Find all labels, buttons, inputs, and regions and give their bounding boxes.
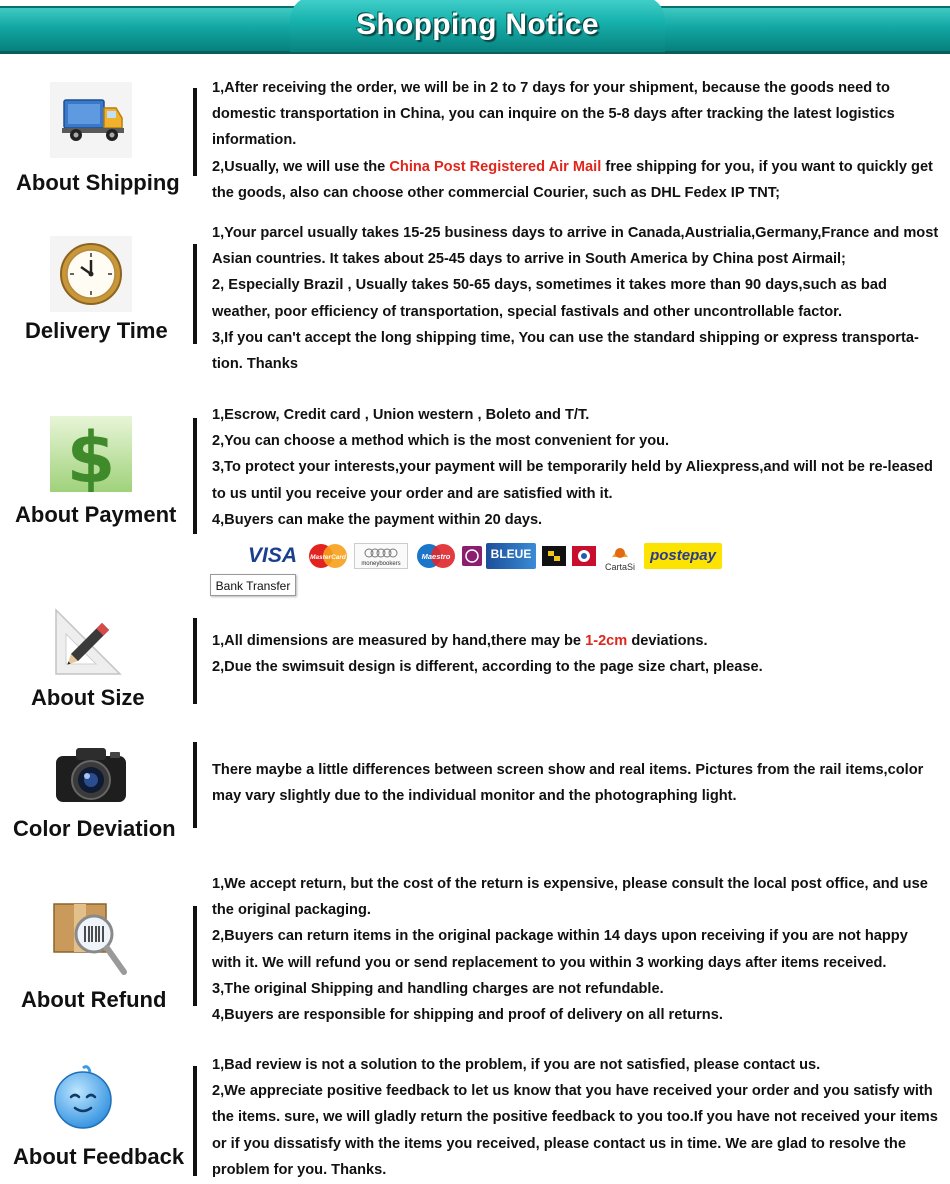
moneybookers-text: moneybookers — [361, 561, 401, 567]
section-label-color: Color Deviation — [13, 816, 176, 841]
divider-bar — [193, 742, 197, 828]
bank-transfer-badge: Bank Transfer — [210, 574, 296, 596]
shipping-text — [212, 75, 940, 206]
payment-text — [212, 402, 940, 533]
clock-icon — [50, 236, 132, 312]
visa-text: VISA — [248, 544, 298, 567]
payment-paragraph-3: 3,To protect your interests,your payment will be temporarily held by Aliexpress,and will not be re-leased to us until you receive your order and are satisfied with it. — [212, 459, 933, 502]
shipping-paragraph-2 — [212, 154, 940, 206]
refund-text — [212, 871, 940, 1028]
refund-paragraph-2: 2,Buyers can return items in the original package within 14 days upon receiving if you are not happy with it. We will refund you or send replacement to you within 3 working days after items received. — [212, 928, 908, 971]
payment-paragraph-1: 1,Escrow, Credit card , Union western , Boleto and T/T. — [212, 407, 590, 423]
dollar-icon — [50, 416, 132, 492]
section-label-shipping: About Shipping — [16, 170, 180, 195]
divider-bar — [193, 418, 197, 534]
divider-bar — [193, 1066, 197, 1176]
cartasi-logo — [600, 543, 640, 572]
payment-paragraph-2: 2,You can choose a method which is the most convenient for you. — [212, 433, 670, 450]
feedback-text — [212, 1052, 940, 1183]
postepay-logo — [644, 543, 722, 569]
shipping-paragraph-1: 1,After receiving the order, we will be in 2 to 7 days for your shipment, because the goods need to domestic transportation in China, you can inquire on the 5-8 days after tracking the latest logistics information. — [212, 80, 895, 149]
shipping-p2-text: 2,Usually, we will use the — [212, 158, 390, 175]
size-text — [212, 628, 940, 680]
size-p1-text: 1,All dimensions are measured by hand,there may be — [212, 633, 586, 649]
payment-paragraph-4: 4,Buyers can make the payment within 20 days. — [212, 511, 543, 528]
divider-bar — [193, 618, 197, 704]
card-icon-red — [572, 543, 596, 569]
divider-bar — [193, 906, 197, 1006]
delivery-paragraph-2: 2, Especially Brazil , Usually takes 50-65 days, sometimes it takes more than 90 days,such as bad weather, poor efficiency of transportation, special fastivals and other uncontrollable factor. — [212, 277, 887, 320]
card-icon-black — [542, 543, 566, 569]
size-paragraph-2: 2,Due the swimsuit design is different, according to the page size chart, please. — [212, 659, 763, 676]
carte-bleue-logo — [486, 543, 536, 569]
feedback-paragraph-1: 1,Bad review is not a solution to the problem, if you are not satisfied, please contact us. — [212, 1057, 821, 1073]
mastercard-logo — [306, 543, 350, 569]
refund-paragraph-1: 1,We accept return, but the cost of the return is expensive, please consult the local post office, and use the original packaging. — [212, 876, 928, 919]
camera-icon — [50, 742, 132, 810]
size-paragraph-1 — [212, 628, 940, 654]
refund-paragraph-4: 4,Buyers are responsible for shipping and proof of delivery on all returns. — [212, 1007, 723, 1024]
maestro-logo — [414, 543, 458, 569]
cartasi-text: CartaSi — [604, 562, 636, 572]
divider-bar — [193, 88, 197, 176]
bleue-text: BLEUE — [490, 547, 532, 561]
color-text — [212, 757, 940, 809]
delivery-paragraph-3: 3,If you can't accept the long shipping time, You can use the standard shipping or express transporta-tion. Thanks — [212, 329, 919, 373]
package-magnifier-icon — [50, 896, 132, 980]
mastercard-text: MasterCard — [310, 554, 346, 561]
section-label-feedback: About Feedback — [13, 1144, 185, 1169]
section-label-delivery: Delivery Time — [25, 318, 168, 343]
moneybookers-logo — [354, 543, 408, 569]
postepay-text: postepay — [650, 547, 716, 564]
pencil-ruler-icon — [50, 604, 132, 680]
page-title: Shopping Notice — [356, 8, 599, 41]
color-paragraph-1: There maybe a little differences between screen show and real items. Pictures from the rail items,color may vary slightly due to the individual monitor and the photographing light. — [212, 762, 924, 805]
section-label-size: About Size — [31, 685, 145, 710]
section-label-refund: About Refund — [21, 987, 167, 1012]
solo-logo — [462, 543, 482, 569]
delivery-paragraph-1: 1,Your parcel usually takes 15-25 business days to arrive in Canada,Austrialia,Germany,France and most Asian countries. It takes about 25-45 days to arrive in South America by China post Airmail; — [212, 225, 939, 268]
maestro-text: Maestro — [421, 552, 451, 561]
feedback-paragraph-2: 2,We appreciate positive feedback to let us know that you have received your order and you satisfy with the items. sure, we will gladly return the positive feedback to you too.If you have not received your items or if you dissatisfy with the items you received, please contact us in time. We are glad to resolve the problem for you. Thanks. — [212, 1083, 938, 1178]
divider-bar — [193, 244, 197, 344]
smiley-face-icon — [50, 1064, 116, 1132]
size-deviation-highlight: 1-2cm — [585, 633, 628, 649]
truck-icon — [50, 82, 132, 158]
shipping-p2-text-end: free shipping for you, if you want to quickly get the goods, also can choose other commercial Courier, such as DHL Fedex IP TNT; — [212, 158, 933, 201]
delivery-text — [212, 220, 940, 377]
size-p1-text-end: deviations. — [627, 633, 708, 649]
refund-paragraph-3: 3,The original Shipping and handling charges are not refundable. — [212, 980, 664, 997]
shipping-method-highlight: China Post Registered Air Mail — [389, 158, 602, 175]
section-label-payment: About Payment — [15, 502, 177, 527]
visa-logo — [248, 543, 302, 569]
svg-text:$: $ — [66, 417, 116, 492]
